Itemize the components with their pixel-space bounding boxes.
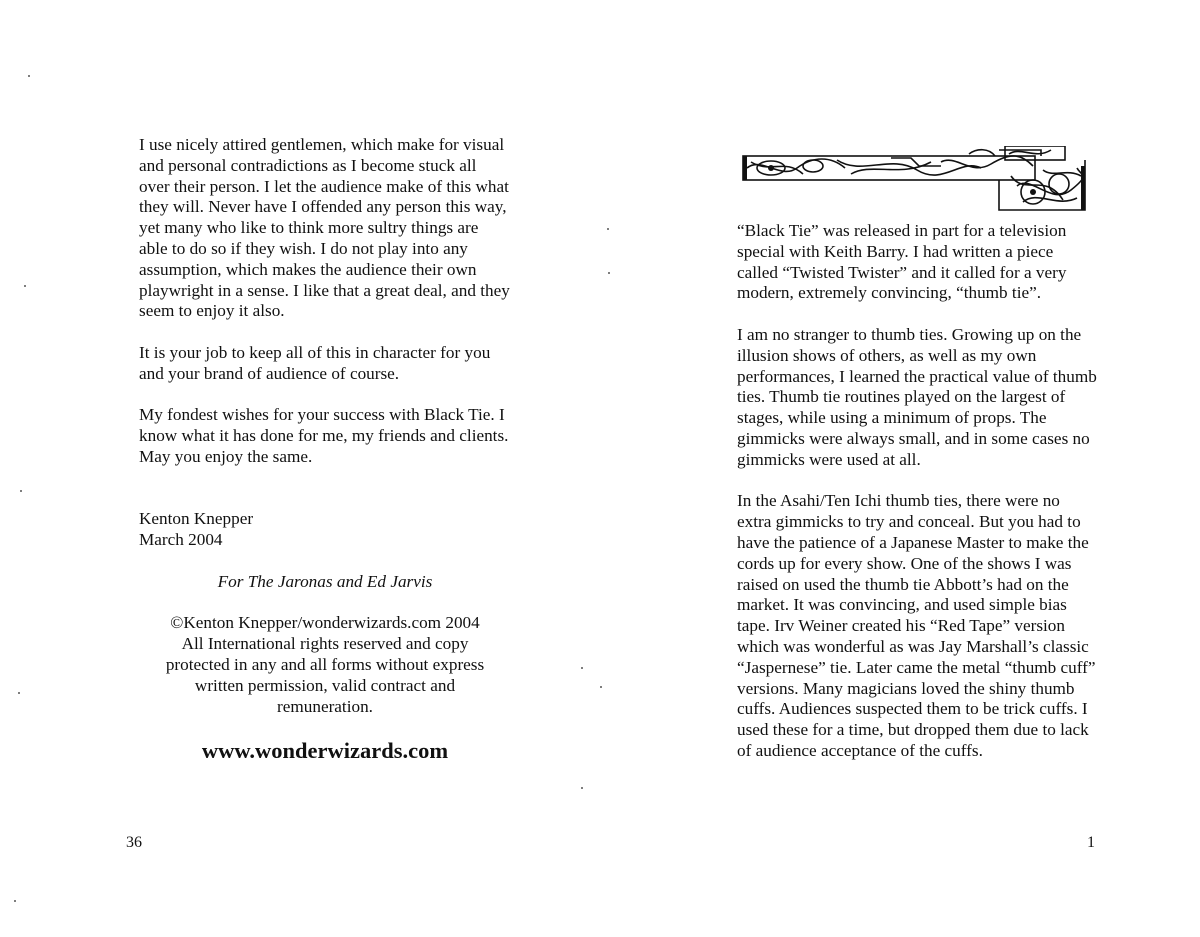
scan-speck bbox=[24, 285, 26, 287]
page-number-right: 1 bbox=[1087, 834, 1095, 851]
right-text-column bbox=[737, 221, 1097, 783]
dedication: For The Jaronas and Ed Jarvis bbox=[217, 571, 433, 591]
right-paragraph-2: I am no stranger to thumb ties. Growing up on the illusion shows of others, as well as my own performances, I learned the practical value of thumb ties. Thumb tie routines played on the largest of stages, while using a minimum of props. The gimmicks were always small, and in some cases no gimmicks were used at all. bbox=[737, 324, 1097, 469]
website-url: www.wonderwizards.com bbox=[201, 738, 449, 764]
copyright-line: All International rights reserved and copy bbox=[181, 634, 469, 654]
copyright-line: ©Kenton Knepper/wonderwizards.com 2004 bbox=[170, 613, 480, 633]
signature-block bbox=[139, 509, 511, 551]
left-paragraph-3: My fondest wishes for your success with Black Tie. I know what it has done for me, my friends and clients. May you enjoy the same. bbox=[139, 405, 509, 466]
author-name: Kenton Knepper bbox=[139, 509, 254, 529]
scan-speck bbox=[581, 787, 583, 789]
scan-speck bbox=[18, 692, 20, 694]
signature-date: March 2004 bbox=[139, 530, 223, 550]
scan-speck bbox=[600, 686, 602, 688]
left-paragraph-1: I use nicely attired gentlemen, which make for visual and personal contradictions as I become stuck all over their person. I let the audience make of this what they will. Never have I offended any person this way, yet many who like to think more sultry things are able to do so if they wish. I do not play into any assumption, which makes the audience their own playwright in a sense. I like that a great deal, and they seem to enjoy it also. bbox=[139, 135, 510, 321]
copyright-line: written permission, valid contract and bbox=[194, 675, 456, 695]
copyright-line: protected in any and all forms without express bbox=[165, 654, 485, 674]
right-paragraph-3: In the Asahi/Ten Ichi thumb ties, there were no extra gimmicks to try and conceal. But you had to have the patience of a Japanese Master to make the cords up for every show. One of the shows I was raised on used the thumb tie Abbott’s had on the market. It was convincing, and used simple bias tape. Irv Weiner created his “Red Tape” version which was wonderful as was Jay Marshall’s classic “Jaspernese” tie. Later came the metal “thumb cuff” versions. Many magicians loved the shiny thumb cuffs. Audiences suspected them to be trick cuffs. I used these for a time, but dropped them due to lack of audience acceptance of the cuffs. bbox=[737, 491, 1096, 760]
scan-speck bbox=[608, 272, 610, 274]
scan-speck bbox=[28, 75, 30, 77]
right-page bbox=[600, 0, 1200, 937]
scan-speck bbox=[581, 667, 583, 669]
scan-speck bbox=[607, 228, 609, 230]
copyright-line: remuneration. bbox=[277, 696, 373, 716]
scan-speck bbox=[20, 490, 22, 492]
left-paragraph-2: It is your job to keep all of this in character for you and your brand of audience of course. bbox=[139, 342, 491, 383]
copyright-notice bbox=[139, 613, 511, 717]
left-text-column bbox=[139, 135, 511, 765]
right-paragraph-1: “Black Tie” was released in part for a television special with Keith Barry. I had written a piece called “Twisted Twister” and it called for a very modern, extremely convincing, “thumb tie”. bbox=[737, 221, 1067, 303]
celtic-knot-banner-ornament bbox=[741, 146, 1091, 214]
page-number-left: 36 bbox=[126, 834, 142, 851]
scan-speck bbox=[14, 900, 16, 902]
